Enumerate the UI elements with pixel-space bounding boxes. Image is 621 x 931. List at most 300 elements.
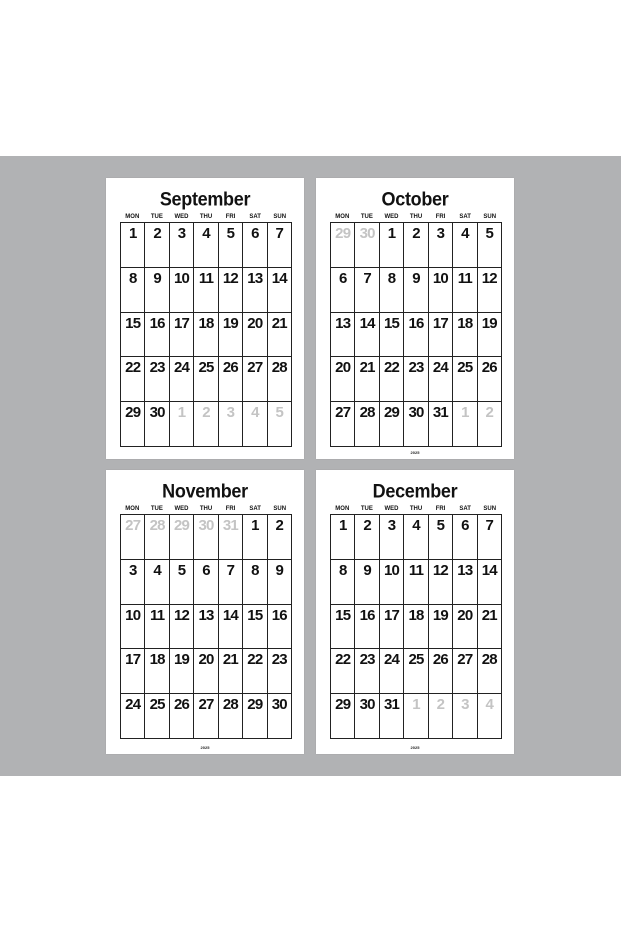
- weekday-label: FRI: [435, 506, 446, 512]
- weekday-header: [120, 505, 292, 513]
- day-cell: [243, 357, 267, 402]
- day-number: 26: [481, 359, 497, 377]
- day-cell-adjacent-month: [194, 515, 218, 560]
- day-number: 10: [432, 269, 448, 287]
- day-number: 7: [485, 517, 494, 534]
- day-cell: [243, 313, 267, 358]
- day-cell-adjacent-month: [219, 515, 243, 560]
- day-cell: [170, 268, 194, 313]
- day-cell: [145, 605, 169, 650]
- weekday-label: THU: [199, 214, 213, 220]
- day-number: 4: [202, 225, 210, 242]
- day-number: 15: [125, 314, 141, 332]
- day-cell: [380, 313, 404, 358]
- day-cell: [170, 357, 194, 402]
- day-number: 11: [198, 269, 214, 287]
- day-cell-adjacent-month: [268, 402, 292, 447]
- day-number: 26: [174, 696, 190, 714]
- weekday-label: FRI: [435, 214, 446, 220]
- day-number: 31: [384, 696, 400, 714]
- weekday-label: MON: [335, 214, 350, 220]
- month-title: December: [372, 480, 458, 502]
- day-number: 9: [275, 561, 284, 579]
- day-number: 2: [436, 696, 445, 714]
- day-cell: [331, 313, 355, 358]
- day-number: 22: [125, 359, 141, 377]
- day-cell: [404, 357, 428, 402]
- day-cell: [429, 605, 453, 650]
- day-number: 30: [359, 696, 375, 714]
- day-cell-adjacent-month: [429, 694, 453, 739]
- day-cell-adjacent-month: [121, 515, 145, 560]
- day-number: 19: [481, 314, 497, 332]
- day-number: 5: [436, 517, 445, 534]
- day-number: 20: [457, 606, 473, 624]
- calendar-sheet-december: [316, 470, 514, 754]
- day-cell: [170, 223, 194, 268]
- day-number: 19: [174, 651, 190, 669]
- day-cell: [145, 268, 169, 313]
- day-number: 27: [247, 359, 263, 377]
- year-label: 2025: [200, 745, 210, 750]
- day-number: 18: [198, 314, 214, 332]
- day-number: 1: [412, 696, 420, 714]
- day-number: 13: [198, 606, 214, 624]
- weekday-label: WED: [384, 506, 399, 512]
- day-number: 6: [251, 225, 259, 242]
- day-cell: [453, 223, 477, 268]
- day-cell: [380, 694, 404, 739]
- day-cell: [219, 560, 243, 605]
- weekday-label: WED: [384, 214, 399, 220]
- day-number: 29: [335, 696, 351, 714]
- weekday-label: TUE: [150, 214, 163, 220]
- day-number: 26: [432, 651, 448, 669]
- day-number: 25: [149, 696, 165, 714]
- day-number: 1: [251, 517, 259, 534]
- day-number: 6: [338, 269, 347, 287]
- day-number: 30: [408, 404, 424, 422]
- day-cell: [404, 313, 428, 358]
- day-number: 17: [384, 606, 400, 624]
- day-number: 23: [408, 359, 424, 377]
- day-number: 20: [335, 359, 351, 377]
- weekday-label: TUE: [150, 506, 163, 512]
- gray-backdrop: [0, 156, 621, 776]
- day-cell: [453, 605, 477, 650]
- day-cell: [429, 402, 453, 447]
- calendar-sheet-november: [106, 470, 304, 754]
- day-cell: [380, 268, 404, 313]
- day-cell: [145, 223, 169, 268]
- day-cell-adjacent-month: [243, 402, 267, 447]
- day-cell: [478, 357, 502, 402]
- weekday-label: SUN: [483, 506, 497, 512]
- day-cell: [404, 515, 428, 560]
- day-cell: [404, 223, 428, 268]
- day-cell: [380, 605, 404, 650]
- day-cell: [355, 694, 379, 739]
- day-number: 27: [125, 517, 141, 534]
- day-number: 5: [275, 404, 284, 422]
- day-number: 4: [485, 696, 494, 714]
- day-number: 1: [387, 225, 396, 242]
- day-number: 15: [247, 606, 263, 624]
- day-number: 3: [436, 225, 445, 242]
- day-number: 24: [384, 651, 400, 669]
- day-cell: [453, 268, 477, 313]
- day-cell: [478, 605, 502, 650]
- day-cell: [429, 268, 453, 313]
- day-number: 24: [125, 696, 141, 714]
- day-cell: [331, 560, 355, 605]
- day-number: 3: [226, 404, 235, 422]
- day-number: 30: [149, 404, 165, 422]
- weekday-header: [330, 213, 502, 221]
- day-cell: [478, 223, 502, 268]
- day-cell: [404, 649, 428, 694]
- day-number: 15: [384, 314, 400, 332]
- day-cell: [219, 223, 243, 268]
- day-number: 5: [177, 561, 186, 579]
- day-number: 4: [251, 404, 259, 422]
- day-number: 3: [387, 517, 396, 534]
- day-number: 12: [432, 561, 448, 579]
- day-number: 1: [128, 225, 137, 242]
- day-number: 30: [271, 696, 287, 714]
- day-number: 15: [335, 606, 351, 624]
- day-number: 8: [251, 561, 259, 579]
- day-number: 11: [408, 561, 424, 579]
- day-cell: [331, 605, 355, 650]
- day-cell: [219, 313, 243, 358]
- day-number: 10: [384, 561, 400, 579]
- day-cell: [145, 649, 169, 694]
- day-cell: [355, 402, 379, 447]
- day-number: 7: [363, 269, 371, 287]
- weekday-label: TUE: [360, 506, 373, 512]
- day-number: 6: [461, 517, 469, 534]
- day-number: 25: [198, 359, 214, 377]
- day-cell: [194, 560, 218, 605]
- day-number: 16: [408, 314, 424, 332]
- weekday-label: THU: [409, 214, 423, 220]
- day-number: 4: [412, 517, 420, 534]
- day-cell: [268, 605, 292, 650]
- day-number: 2: [485, 404, 494, 422]
- day-cell: [243, 515, 267, 560]
- day-cell: [170, 694, 194, 739]
- day-number: 29: [125, 404, 141, 422]
- day-number: 30: [359, 225, 375, 242]
- day-number: 13: [247, 269, 263, 287]
- day-number: 3: [177, 225, 186, 242]
- day-cell: [121, 649, 145, 694]
- day-number: 26: [222, 359, 238, 377]
- day-cell: [243, 560, 267, 605]
- day-cell: [219, 357, 243, 402]
- weekday-label: SAT: [249, 214, 261, 220]
- day-cell: [429, 357, 453, 402]
- day-cell: [170, 649, 194, 694]
- day-cell-adjacent-month: [355, 223, 379, 268]
- day-number: 13: [335, 314, 351, 332]
- day-number: 20: [198, 651, 214, 669]
- weekday-header: [120, 213, 292, 221]
- day-number: 4: [153, 561, 161, 579]
- day-number: 3: [461, 696, 469, 714]
- day-number: 21: [271, 314, 287, 332]
- day-number: 1: [461, 404, 469, 422]
- day-cell: [380, 357, 404, 402]
- day-number: 21: [222, 651, 238, 669]
- calendar-grid: [330, 514, 502, 739]
- day-cell: [355, 515, 379, 560]
- day-number: 29: [335, 225, 351, 242]
- day-cell: [194, 694, 218, 739]
- day-number: 8: [387, 269, 396, 287]
- day-cell: [355, 605, 379, 650]
- day-number: 14: [481, 561, 497, 579]
- day-cell: [380, 515, 404, 560]
- day-cell: [331, 268, 355, 313]
- day-cell: [121, 402, 145, 447]
- day-cell: [268, 268, 292, 313]
- day-number: 12: [481, 269, 497, 287]
- day-number: 10: [174, 269, 190, 287]
- day-number: 18: [149, 651, 165, 669]
- day-cell-adjacent-month: [170, 515, 194, 560]
- day-cell: [429, 649, 453, 694]
- day-number: 21: [481, 606, 497, 624]
- weekday-label: MON: [125, 506, 140, 512]
- day-cell: [121, 560, 145, 605]
- day-number: 28: [481, 651, 497, 669]
- day-cell: [145, 694, 169, 739]
- day-number: 17: [432, 314, 448, 332]
- day-cell: [170, 605, 194, 650]
- day-number: 28: [359, 404, 375, 422]
- day-number: 8: [338, 561, 347, 579]
- weekday-label: FRI: [225, 214, 236, 220]
- day-cell: [355, 313, 379, 358]
- day-cell: [429, 515, 453, 560]
- day-cell: [355, 649, 379, 694]
- day-number: 23: [359, 651, 375, 669]
- day-cell: [268, 357, 292, 402]
- day-number: 28: [149, 517, 165, 534]
- day-cell: [194, 268, 218, 313]
- day-cell: [145, 402, 169, 447]
- day-cell-adjacent-month: [170, 402, 194, 447]
- calendar-grid: [120, 514, 292, 739]
- weekday-label: WED: [174, 214, 189, 220]
- day-number: 18: [457, 314, 473, 332]
- day-number: 22: [384, 359, 400, 377]
- day-cell: [478, 515, 502, 560]
- day-cell: [331, 694, 355, 739]
- day-number: 2: [202, 404, 210, 422]
- day-cell: [194, 313, 218, 358]
- day-cell-adjacent-month: [453, 402, 477, 447]
- day-number: 23: [271, 651, 287, 669]
- day-cell: [331, 402, 355, 447]
- day-number: 18: [408, 606, 424, 624]
- weekday-label: THU: [409, 506, 423, 512]
- day-cell: [121, 313, 145, 358]
- day-number: 24: [432, 359, 448, 377]
- day-cell: [121, 605, 145, 650]
- day-cell: [121, 223, 145, 268]
- day-number: 14: [359, 314, 375, 332]
- day-cell: [194, 649, 218, 694]
- day-cell: [145, 357, 169, 402]
- day-cell: [453, 649, 477, 694]
- day-cell: [121, 357, 145, 402]
- day-cell: [219, 268, 243, 313]
- day-number: 9: [153, 269, 161, 287]
- day-number: 10: [125, 606, 141, 624]
- day-cell: [404, 605, 428, 650]
- day-cell: [194, 357, 218, 402]
- weekday-label: FRI: [225, 506, 236, 512]
- day-cell-adjacent-month: [478, 402, 502, 447]
- day-cell: [404, 268, 428, 313]
- day-number: 22: [335, 651, 351, 669]
- day-number: 27: [198, 696, 214, 714]
- calendar-sheet-september: [106, 178, 304, 459]
- day-cell: [453, 313, 477, 358]
- day-cell: [453, 560, 477, 605]
- day-cell: [194, 223, 218, 268]
- day-number: 14: [222, 606, 238, 624]
- day-cell: [453, 357, 477, 402]
- day-number: 2: [153, 225, 161, 242]
- day-number: 12: [222, 269, 238, 287]
- day-number: 2: [275, 517, 284, 534]
- weekday-label: SAT: [459, 506, 471, 512]
- day-number: 13: [457, 561, 473, 579]
- weekday-label: MON: [335, 506, 350, 512]
- day-cell: [429, 223, 453, 268]
- day-number: 16: [271, 606, 287, 624]
- day-cell: [380, 223, 404, 268]
- day-cell: [429, 313, 453, 358]
- weekday-label: SUN: [273, 506, 287, 512]
- month-title: October: [381, 188, 449, 210]
- day-cell: [219, 649, 243, 694]
- year-label: 2025: [410, 745, 420, 750]
- day-number: 8: [128, 269, 137, 287]
- day-number: 4: [461, 225, 469, 242]
- day-cell-adjacent-month: [145, 515, 169, 560]
- day-number: 30: [198, 517, 214, 534]
- day-cell: [380, 560, 404, 605]
- day-cell: [478, 268, 502, 313]
- day-number: 23: [149, 359, 165, 377]
- day-number: 16: [149, 314, 165, 332]
- day-number: 11: [457, 269, 472, 287]
- day-number: 1: [338, 517, 347, 534]
- day-cell: [404, 402, 428, 447]
- day-number: 7: [275, 225, 284, 242]
- day-number: 7: [226, 561, 235, 579]
- day-cell: [404, 560, 428, 605]
- day-cell: [243, 649, 267, 694]
- day-number: 2: [363, 517, 371, 534]
- weekday-label: SAT: [459, 214, 471, 220]
- day-number: 14: [271, 269, 287, 287]
- day-cell: [121, 694, 145, 739]
- day-cell-adjacent-month: [219, 402, 243, 447]
- day-cell: [243, 223, 267, 268]
- day-cell: [453, 515, 477, 560]
- day-number: 29: [384, 404, 400, 422]
- calendar-grid: [120, 222, 292, 447]
- day-cell: [380, 402, 404, 447]
- day-number: 12: [174, 606, 190, 624]
- day-number: 25: [408, 651, 424, 669]
- day-number: 19: [432, 606, 448, 624]
- day-number: 28: [222, 696, 238, 714]
- day-cell-adjacent-month: [478, 694, 502, 739]
- day-number: 19: [222, 314, 238, 332]
- day-number: 29: [247, 696, 263, 714]
- day-cell: [331, 515, 355, 560]
- day-number: 9: [412, 269, 420, 287]
- day-number: 25: [457, 359, 473, 377]
- weekday-label: SAT: [249, 506, 261, 512]
- day-cell: [268, 515, 292, 560]
- day-cell: [145, 560, 169, 605]
- day-cell: [219, 694, 243, 739]
- day-cell: [331, 357, 355, 402]
- day-cell: [355, 560, 379, 605]
- day-number: 31: [222, 517, 238, 534]
- day-number: 1: [177, 404, 186, 422]
- day-number: 29: [174, 517, 190, 534]
- day-number: 17: [174, 314, 190, 332]
- day-cell: [355, 268, 379, 313]
- day-cell: [478, 560, 502, 605]
- day-number: 21: [359, 359, 375, 377]
- day-number: 3: [128, 561, 137, 579]
- day-cell: [268, 560, 292, 605]
- day-number: 28: [271, 359, 287, 377]
- day-number: 9: [363, 561, 371, 579]
- day-cell: [268, 223, 292, 268]
- day-number: 27: [335, 404, 351, 422]
- day-number: 27: [457, 651, 473, 669]
- day-cell: [243, 268, 267, 313]
- day-number: 11: [150, 606, 165, 624]
- day-cell-adjacent-month: [194, 402, 218, 447]
- day-cell: [243, 605, 267, 650]
- weekday-header: [330, 505, 502, 513]
- day-cell-adjacent-month: [453, 694, 477, 739]
- day-number: 17: [125, 651, 141, 669]
- day-cell: [478, 313, 502, 358]
- day-cell: [268, 694, 292, 739]
- day-cell: [170, 560, 194, 605]
- day-cell: [243, 694, 267, 739]
- weekday-label: SUN: [273, 214, 287, 220]
- calendar-grid: [330, 222, 502, 447]
- day-number: 2: [412, 225, 420, 242]
- day-cell: [478, 649, 502, 694]
- calendar-sheet-october: [316, 178, 514, 459]
- month-title: November: [162, 480, 248, 502]
